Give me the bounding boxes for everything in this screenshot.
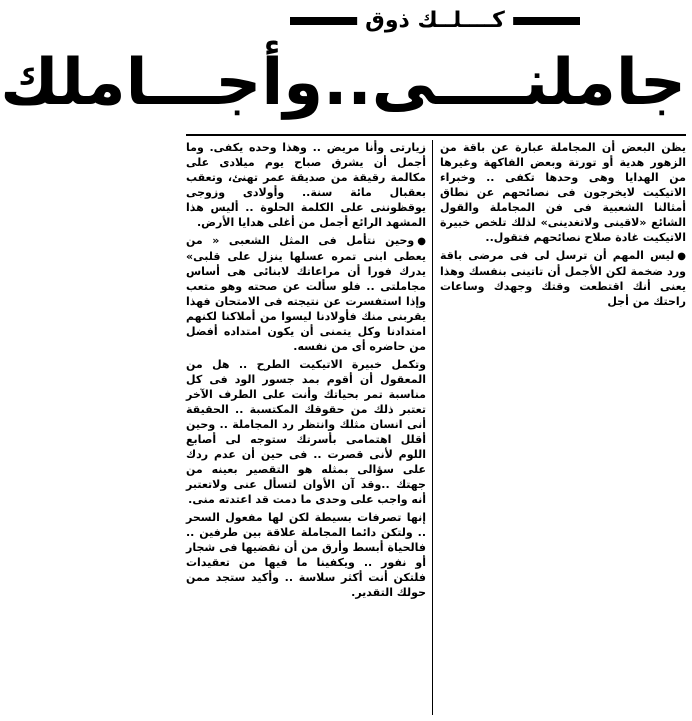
paragraph-text: ليس المهم أن ترسل لى فى مرضى باقة ورد ضخمة لكن الأجمل أن تاتينى بنفسك وهذا يعنى أنك اقتطعت وقتك وجهدك وساعات راحتك من أجل [440, 249, 686, 308]
paragraph: يظن البعض أن المجاملة عبارة عن باقة من الزهور هدية أو تورتة وبعض الفاكهة وغيرها من الهدايا وهى وحدها تكفى .. وخبراء الاتيكيت لايخرجون فى نصائحهم عن نطاق أمثالنا الشعبية فى فن المجاملة والقول الشائع «لاقينى ولاتغدينى» لذلك تلخص خبيرة الاتيكيت غادة صلاح نصائحهم فتقول.. [440, 141, 686, 244]
paragraph-text: وحين نتأمل فى المثل الشعبى « من يعطى ابنى تمره عسلها ينزل على قلبى» يدرك فورا أن مراعاتك لابنائى هى أساس مجاملتى .. فلو سألت عن صحته وهو متعب وإذا استفسرت عن نتيجته فى الامتحان فهذا يقربنى منك فأولادنا ليسوا من أملاكنا لكنهم امتدادنا وكل يتمنى أن يكون امتداده أفضل من حاضره أى من نفسه. [186, 234, 426, 353]
paragraph: وتكمل خبيرة الاتيكيت الطرح .. هل من المعقول أن أقوم بمد جسور الود فى كل مناسبة تمر بحياتك وأنت على الطرف الآخر تعتبر ذلك من حقوقك المكتسبة .. الحقيقة أنى انسان مثلك وانتظر رد المجاملة .. وحين أقلل اهتمامى بأسرتك ستوجه لى أصابع اللوم لأنى قصرت .. فى حين أن عدم ردك على سؤالى بمثله هو التقصير بعينه من جهتك ..وقد آن الأوان لتسأل عنى ولاتعتبر أنه واجب على وحدى ما دمت قد اعتدته منى. [186, 358, 426, 506]
kicker-text: كــــلــك ذوق [357, 6, 513, 36]
paragraph: إنها تصرفات بسيطة لكن لها مفعول السحر .. ولتكن دائما المجاملة علاقة بين طرفين .. فالحياة أبسط وأرق من أن نقضيها فى شجار أو نفور .. ويكفينا ما فيها من تعقيدات فلتكن أنت أكثر سلاسة .. وأكيد ستجد ممن حولك التقدير. [186, 511, 426, 599]
bullet-icon: ● [417, 236, 426, 247]
headline-rule [186, 134, 686, 136]
column-divider [432, 140, 433, 715]
bullet-icon: ● [677, 251, 686, 262]
paragraph [186, 233, 426, 354]
paragraph: زيارتى وأنا مريض .. وهذا وحده يكفى. وما أجمل أن يشرق صباح يوم ميلادى على مكالمة رقيقة من صديقة عمر تهنئ، وتعقب بعقبال مائة سنة.. وأولادى وزوجى يوقظوننى على الكلمة الحلوة .. أليس هذا المشهد الرائع أجمل من أغلى هدايا الأرض. [186, 141, 426, 229]
paragraph [440, 248, 686, 309]
article-column-left [186, 140, 426, 715]
headline: جاملنــــى..وأجـــاملك [0, 46, 686, 120]
article-column-right [440, 140, 686, 308]
kicker-banner [290, 6, 580, 36]
